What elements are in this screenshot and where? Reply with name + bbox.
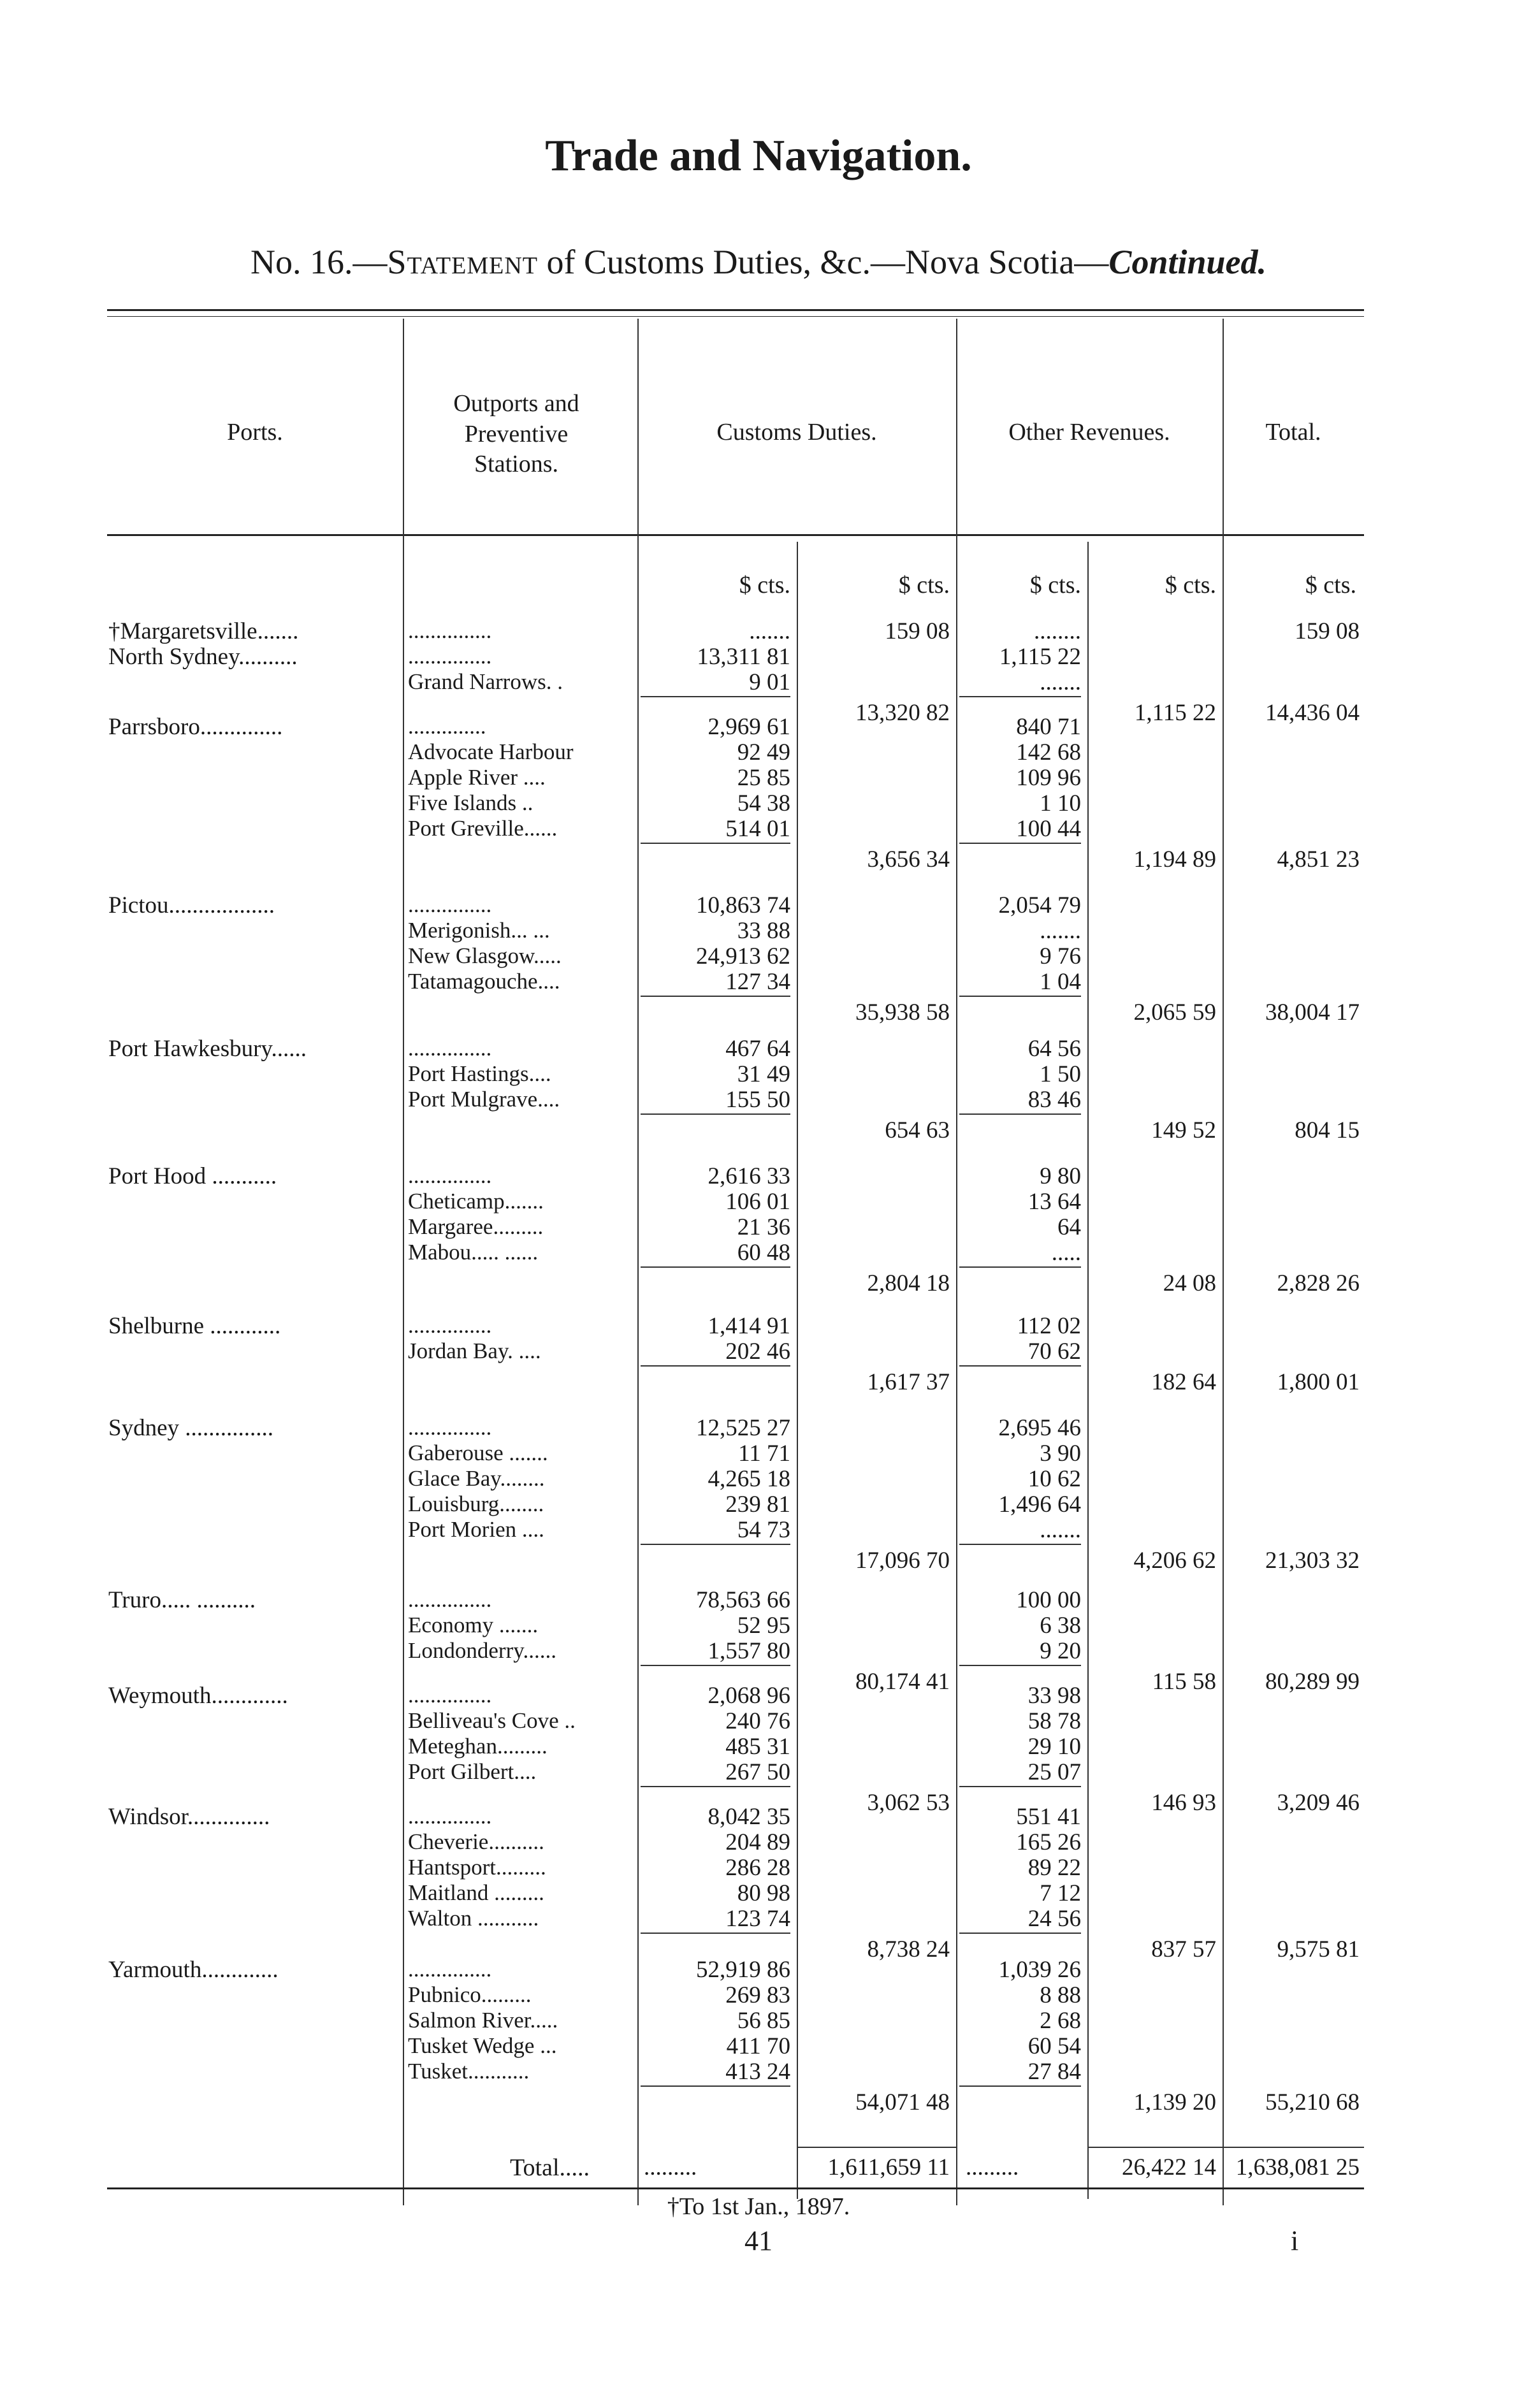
customs-item: 78,563 66 (696, 1587, 790, 1613)
other-item: 7 12 (1040, 1880, 1081, 1906)
total-rule-grand (1223, 2147, 1364, 2148)
subtotal-rule-customs (641, 1544, 790, 1545)
other-item: 2 68 (1040, 2008, 1081, 2034)
subtotal-rule-other (959, 1544, 1081, 1545)
subtotal-rule-other (959, 996, 1081, 997)
port-name: Shelburne ............ (108, 1313, 281, 1339)
subtotal-rule-other (959, 1933, 1081, 1934)
top-rule-thin (107, 316, 1364, 317)
other-item: 9 80 (1040, 1163, 1081, 1189)
outport-name: Belliveau's Cove .. (408, 1708, 576, 1733)
port-name: Sydney ............... (108, 1415, 273, 1441)
port-name: Truro..... .......... (108, 1587, 256, 1613)
total-customs-dots: ......... (644, 2154, 697, 2180)
other-item: 9 76 (1040, 943, 1081, 969)
other-total: 24 08 (1163, 1270, 1216, 1296)
customs-item: 54 38 (737, 790, 790, 816)
subtotal-rule-customs (641, 996, 790, 997)
outport-name: Port Greville...... (408, 816, 558, 841)
customs-total: 2,804 18 (867, 1270, 950, 1296)
col-divider-6 (1223, 319, 1224, 2205)
customs-item: 2,068 96 (708, 1683, 790, 1709)
other-item: 24 56 (1027, 1906, 1081, 1932)
outport-name: Economy ....... (408, 1613, 539, 1637)
outport-name: Port Morien .... (408, 1517, 544, 1542)
other-item: 1,115 22 (999, 644, 1081, 670)
other-total: 4,206 62 (1133, 1548, 1216, 1574)
outport-name: Apple River .... (408, 765, 546, 790)
customs-item: 514 01 (725, 816, 790, 842)
port-total: 14,436 04 (1265, 700, 1360, 726)
footnote: †To 1st Jan., 1897. (667, 2193, 850, 2220)
port-name: Parrsboro.............. (108, 714, 283, 740)
other-item: 1 04 (1040, 969, 1081, 995)
subtotal-rule-other (959, 1266, 1081, 1268)
customs-item: 2,969 61 (708, 714, 790, 740)
port-name: Windsor.............. (108, 1804, 270, 1830)
port-total: 21,303 32 (1265, 1548, 1360, 1574)
unit-other-total: $ cts. (1165, 572, 1216, 598)
other-item: 142 68 (1016, 739, 1081, 765)
customs-item: 12,525 27 (696, 1415, 790, 1441)
outport-name: Cheverie.......... (408, 1829, 544, 1854)
header-total: Total. (1265, 419, 1321, 446)
other-item: ....... (1040, 1517, 1081, 1543)
col-divider-3 (797, 542, 798, 2199)
port-total: 38,004 17 (1265, 999, 1360, 1026)
col-divider-1 (403, 319, 404, 2205)
outport-name: Tusket Wedge ... (408, 2033, 557, 2058)
total-other: 26,422 14 (1122, 2154, 1216, 2180)
other-item: 83 46 (1027, 1087, 1081, 1113)
customs-total: 80,174 41 (855, 1669, 950, 1695)
customs-total: 35,938 58 (855, 999, 950, 1026)
port-total: 2,828 26 (1277, 1270, 1360, 1296)
col-divider-5 (1087, 542, 1089, 2199)
other-item: 1 10 (1040, 790, 1081, 816)
outport-name: Tatamagouche.... (408, 969, 560, 994)
outport-name: ............... (408, 892, 492, 917)
outport-name: Grand Narrows. . (408, 669, 563, 694)
outport-name: ............... (408, 1415, 492, 1440)
subtotal-rule-other (959, 1113, 1081, 1115)
bottom-rule (107, 2187, 1364, 2189)
outport-name: Advocate Harbour (408, 739, 574, 764)
outport-name: Mabou..... ...... (408, 1240, 539, 1265)
customs-item: 31 49 (737, 1061, 790, 1087)
port-name: Weymouth............. (108, 1683, 288, 1709)
outport-name: Port Hastings.... (408, 1061, 551, 1086)
other-item: ........ (1034, 618, 1081, 644)
customs-item: 33 88 (737, 918, 790, 944)
other-item: 25 07 (1027, 1759, 1081, 1785)
other-item: 112 02 (1017, 1313, 1081, 1339)
other-item: 1,039 26 (998, 1957, 1081, 1983)
total-rule-customs (797, 2147, 956, 2148)
subtotal-rule-customs (641, 1365, 790, 1367)
other-total: 1,115 22 (1134, 700, 1216, 726)
unit-total: $ cts. (1305, 572, 1356, 598)
other-item: 551 41 (1016, 1804, 1081, 1830)
other-total: 2,065 59 (1133, 999, 1216, 1026)
subtotal-rule-customs (641, 696, 790, 697)
other-item: ....... (1040, 918, 1081, 944)
caption-middle: of Customs Duties, &c.—Nova Scotia— (537, 243, 1109, 281)
port-total: 80,289 99 (1265, 1669, 1360, 1695)
other-item: 6 38 (1040, 1613, 1081, 1639)
other-total: 182 64 (1151, 1369, 1216, 1395)
other-item: ....... (1040, 669, 1081, 695)
port-name: Pictou.................. (108, 892, 275, 918)
other-total: 146 93 (1151, 1790, 1216, 1816)
outport-name: Jordan Bay. .... (408, 1338, 541, 1363)
caption-statement: Statement (387, 243, 538, 281)
outport-name: .............. (408, 714, 486, 739)
customs-item: 52,919 86 (696, 1957, 790, 1983)
customs-item: 25 85 (737, 765, 790, 791)
port-total: 1,800 01 (1277, 1369, 1360, 1395)
header-outports: Outports and Preventive Stations. (453, 390, 579, 477)
subtotal-rule-other (959, 1365, 1081, 1367)
customs-item: 54 73 (737, 1517, 790, 1543)
port-name: †Margaretsville....... (108, 618, 299, 644)
subtotal-rule-other (959, 696, 1081, 697)
customs-item: 1,414 91 (708, 1313, 790, 1339)
subtotal-rule-customs (641, 1266, 790, 1268)
outport-name: Salmon River..... (408, 2008, 558, 2033)
outport-name: ............... (408, 644, 492, 669)
customs-item: 286 28 (725, 1855, 790, 1881)
outport-name: ............... (408, 1163, 492, 1188)
outport-name: Hantsport......... (408, 1855, 546, 1880)
other-item: 100 44 (1016, 816, 1081, 842)
customs-item: 24,913 62 (696, 943, 790, 969)
header-customs: Customs Duties. (716, 419, 877, 446)
outport-name: ............... (408, 1683, 492, 1708)
other-item: 33 98 (1027, 1683, 1081, 1709)
subtotal-rule-other (959, 1786, 1081, 1787)
customs-item: 467 64 (725, 1036, 790, 1062)
other-item: 13 64 (1027, 1189, 1081, 1215)
subtotal-rule-other (959, 1665, 1081, 1666)
customs-item: 52 95 (737, 1613, 790, 1639)
customs-item: 56 85 (737, 2008, 790, 2034)
other-item: 1,496 64 (998, 1491, 1081, 1518)
customs-total: 13,320 82 (855, 700, 950, 726)
customs-total: 8,738 24 (867, 1936, 950, 1962)
customs-item: 2,616 33 (708, 1163, 790, 1189)
port-total: 9,575 81 (1277, 1936, 1360, 1962)
table-caption (0, 242, 1517, 282)
customs-total: 17,096 70 (855, 1548, 950, 1574)
other-item: 2,695 46 (998, 1415, 1081, 1441)
port-name: Yarmouth............. (108, 1957, 279, 1983)
port-total: 4,851 23 (1277, 846, 1360, 873)
other-item: 60 54 (1027, 2033, 1081, 2059)
other-item: 70 62 (1027, 1338, 1081, 1365)
other-item: 8 88 (1040, 1982, 1081, 2008)
total-other-dots: ......... (966, 2154, 1019, 2180)
other-item: 27 84 (1027, 2059, 1081, 2085)
total-grand: 1,638,081 25 (1235, 2154, 1360, 2180)
customs-total: 54,071 48 (855, 2089, 950, 2115)
customs-item: 155 50 (725, 1087, 790, 1113)
customs-total: 1,617 37 (867, 1369, 950, 1395)
other-item: 9 20 (1040, 1638, 1081, 1664)
other-item: 840 71 (1016, 714, 1081, 740)
port-name: Port Hawkesbury...... (108, 1036, 307, 1062)
outport-name: Pubnico......... (408, 1982, 532, 2007)
outport-name: Margaree......... (408, 1214, 544, 1239)
outport-name: Cheticamp....... (408, 1189, 544, 1214)
outport-name: New Glasgow..... (408, 943, 562, 968)
customs-item: 204 89 (725, 1829, 790, 1855)
customs-item: 267 50 (725, 1759, 790, 1785)
other-item: 3 90 (1040, 1440, 1081, 1467)
caption-prefix: No. 16.— (250, 243, 388, 281)
other-item: 89 22 (1027, 1855, 1081, 1881)
outport-name: ............... (408, 1804, 492, 1829)
subtotal-rule-customs (641, 1933, 790, 1934)
outport-name: Meteghan......... (408, 1734, 548, 1759)
outport-name: Londonderry...... (408, 1638, 556, 1663)
customs-item: 21 36 (737, 1214, 790, 1240)
customs-item: 240 76 (725, 1708, 790, 1734)
subtotal-rule-customs (641, 2085, 790, 2087)
customs-item: 106 01 (725, 1189, 790, 1215)
customs-item: 8,042 35 (708, 1804, 790, 1830)
customs-item: 127 34 (725, 969, 790, 995)
total-label: Total..... (510, 2154, 590, 2181)
total-customs: 1,611,659 11 (827, 2154, 950, 2180)
outport-name: Merigonish... ... (408, 918, 550, 943)
top-rule (107, 309, 1364, 311)
caption-continued: Continued. (1108, 243, 1267, 281)
other-item: 165 26 (1016, 1829, 1081, 1855)
outport-name: ............... (408, 1036, 492, 1061)
other-item: 58 78 (1027, 1708, 1081, 1734)
subtotal-rule-other (959, 843, 1081, 844)
subtotal-rule-customs (641, 1786, 790, 1787)
outport-name: Tusket........... (408, 2059, 530, 2084)
page-number: 41 (744, 2225, 773, 2256)
other-item: 64 (1057, 1214, 1081, 1240)
outport-name: ............... (408, 1587, 492, 1612)
outport-name: Five Islands .. (408, 790, 533, 815)
port-total: 804 15 (1295, 1117, 1360, 1143)
subtotal-rule-customs (641, 843, 790, 844)
customs-item: 485 31 (725, 1734, 790, 1760)
other-item: 10 62 (1027, 1466, 1081, 1492)
other-item: 109 96 (1016, 765, 1081, 791)
subtotal-rule-customs (641, 1665, 790, 1666)
port-name: Port Hood ........... (108, 1163, 277, 1189)
other-item: 1 50 (1040, 1061, 1081, 1087)
subtotal-rule-other (959, 2085, 1081, 2087)
other-item: 64 56 (1027, 1036, 1081, 1062)
other-total: 115 58 (1152, 1669, 1216, 1695)
port-name: North Sydney.......... (108, 644, 298, 670)
other-item: ..... (1051, 1240, 1081, 1266)
customs-item: 413 24 (725, 2059, 790, 2085)
outport-name: ............... (408, 1313, 492, 1338)
customs-item: 4,265 18 (708, 1466, 790, 1492)
port-total: 3,209 46 (1277, 1790, 1360, 1816)
other-total: 149 52 (1151, 1117, 1216, 1143)
other-total: 837 57 (1151, 1936, 1216, 1962)
customs-item: ....... (749, 618, 790, 644)
other-item: 29 10 (1027, 1734, 1081, 1760)
outport-name: Walton ........... (408, 1906, 539, 1931)
customs-item: 13,311 81 (697, 644, 790, 670)
customs-item: 239 81 (725, 1491, 790, 1518)
outport-name: Port Mulgrave.... (408, 1087, 560, 1112)
unit-other-items: $ cts. (1029, 572, 1081, 598)
total-rule-other (1087, 2147, 1223, 2148)
customs-item: 1,557 80 (708, 1638, 790, 1664)
customs-item: 269 83 (725, 1982, 790, 2008)
page-title: Trade and Navigation. (545, 131, 972, 180)
customs-total: 159 08 (885, 618, 950, 644)
customs-item: 123 74 (725, 1906, 790, 1932)
customs-item: 202 46 (725, 1338, 790, 1365)
col-divider-2 (637, 319, 639, 2205)
header-ports: Ports. (227, 419, 283, 446)
page-mark: i (1291, 2225, 1299, 2256)
outport-name: Gaberouse ....... (408, 1440, 548, 1465)
outport-name: Maitland ......... (408, 1880, 544, 1905)
customs-item: 11 71 (738, 1440, 790, 1467)
subtotal-rule-customs (641, 1113, 790, 1115)
customs-item: 10,863 74 (696, 892, 790, 918)
customs-item: 411 70 (726, 2033, 790, 2059)
header-other: Other Revenues. (1008, 419, 1170, 446)
port-total: 159 08 (1295, 618, 1360, 644)
outport-name: ............... (408, 1957, 492, 1982)
port-total: 55,210 68 (1265, 2089, 1360, 2115)
customs-item: 60 48 (737, 1240, 790, 1266)
other-item: 100 00 (1016, 1587, 1081, 1613)
outport-name: Glace Bay........ (408, 1466, 545, 1491)
header-rule (107, 534, 1364, 536)
outport-name: ............... (408, 618, 492, 643)
other-total: 1,139 20 (1133, 2089, 1216, 2115)
customs-total: 3,062 53 (867, 1790, 950, 1816)
unit-customs-items: $ cts. (739, 572, 790, 598)
customs-item: 80 98 (737, 1880, 790, 1906)
customs-total: 654 63 (885, 1117, 950, 1143)
col-divider-4 (956, 319, 957, 2205)
customs-item: 9 01 (749, 669, 790, 695)
other-total: 1,194 89 (1133, 846, 1216, 873)
unit-customs-total: $ cts. (898, 572, 950, 598)
other-item: 2,054 79 (998, 892, 1081, 918)
outport-name: Port Gilbert.... (408, 1759, 537, 1784)
customs-item: 92 49 (737, 739, 790, 765)
outport-name: Louisburg........ (408, 1491, 544, 1516)
customs-total: 3,656 34 (867, 846, 950, 873)
